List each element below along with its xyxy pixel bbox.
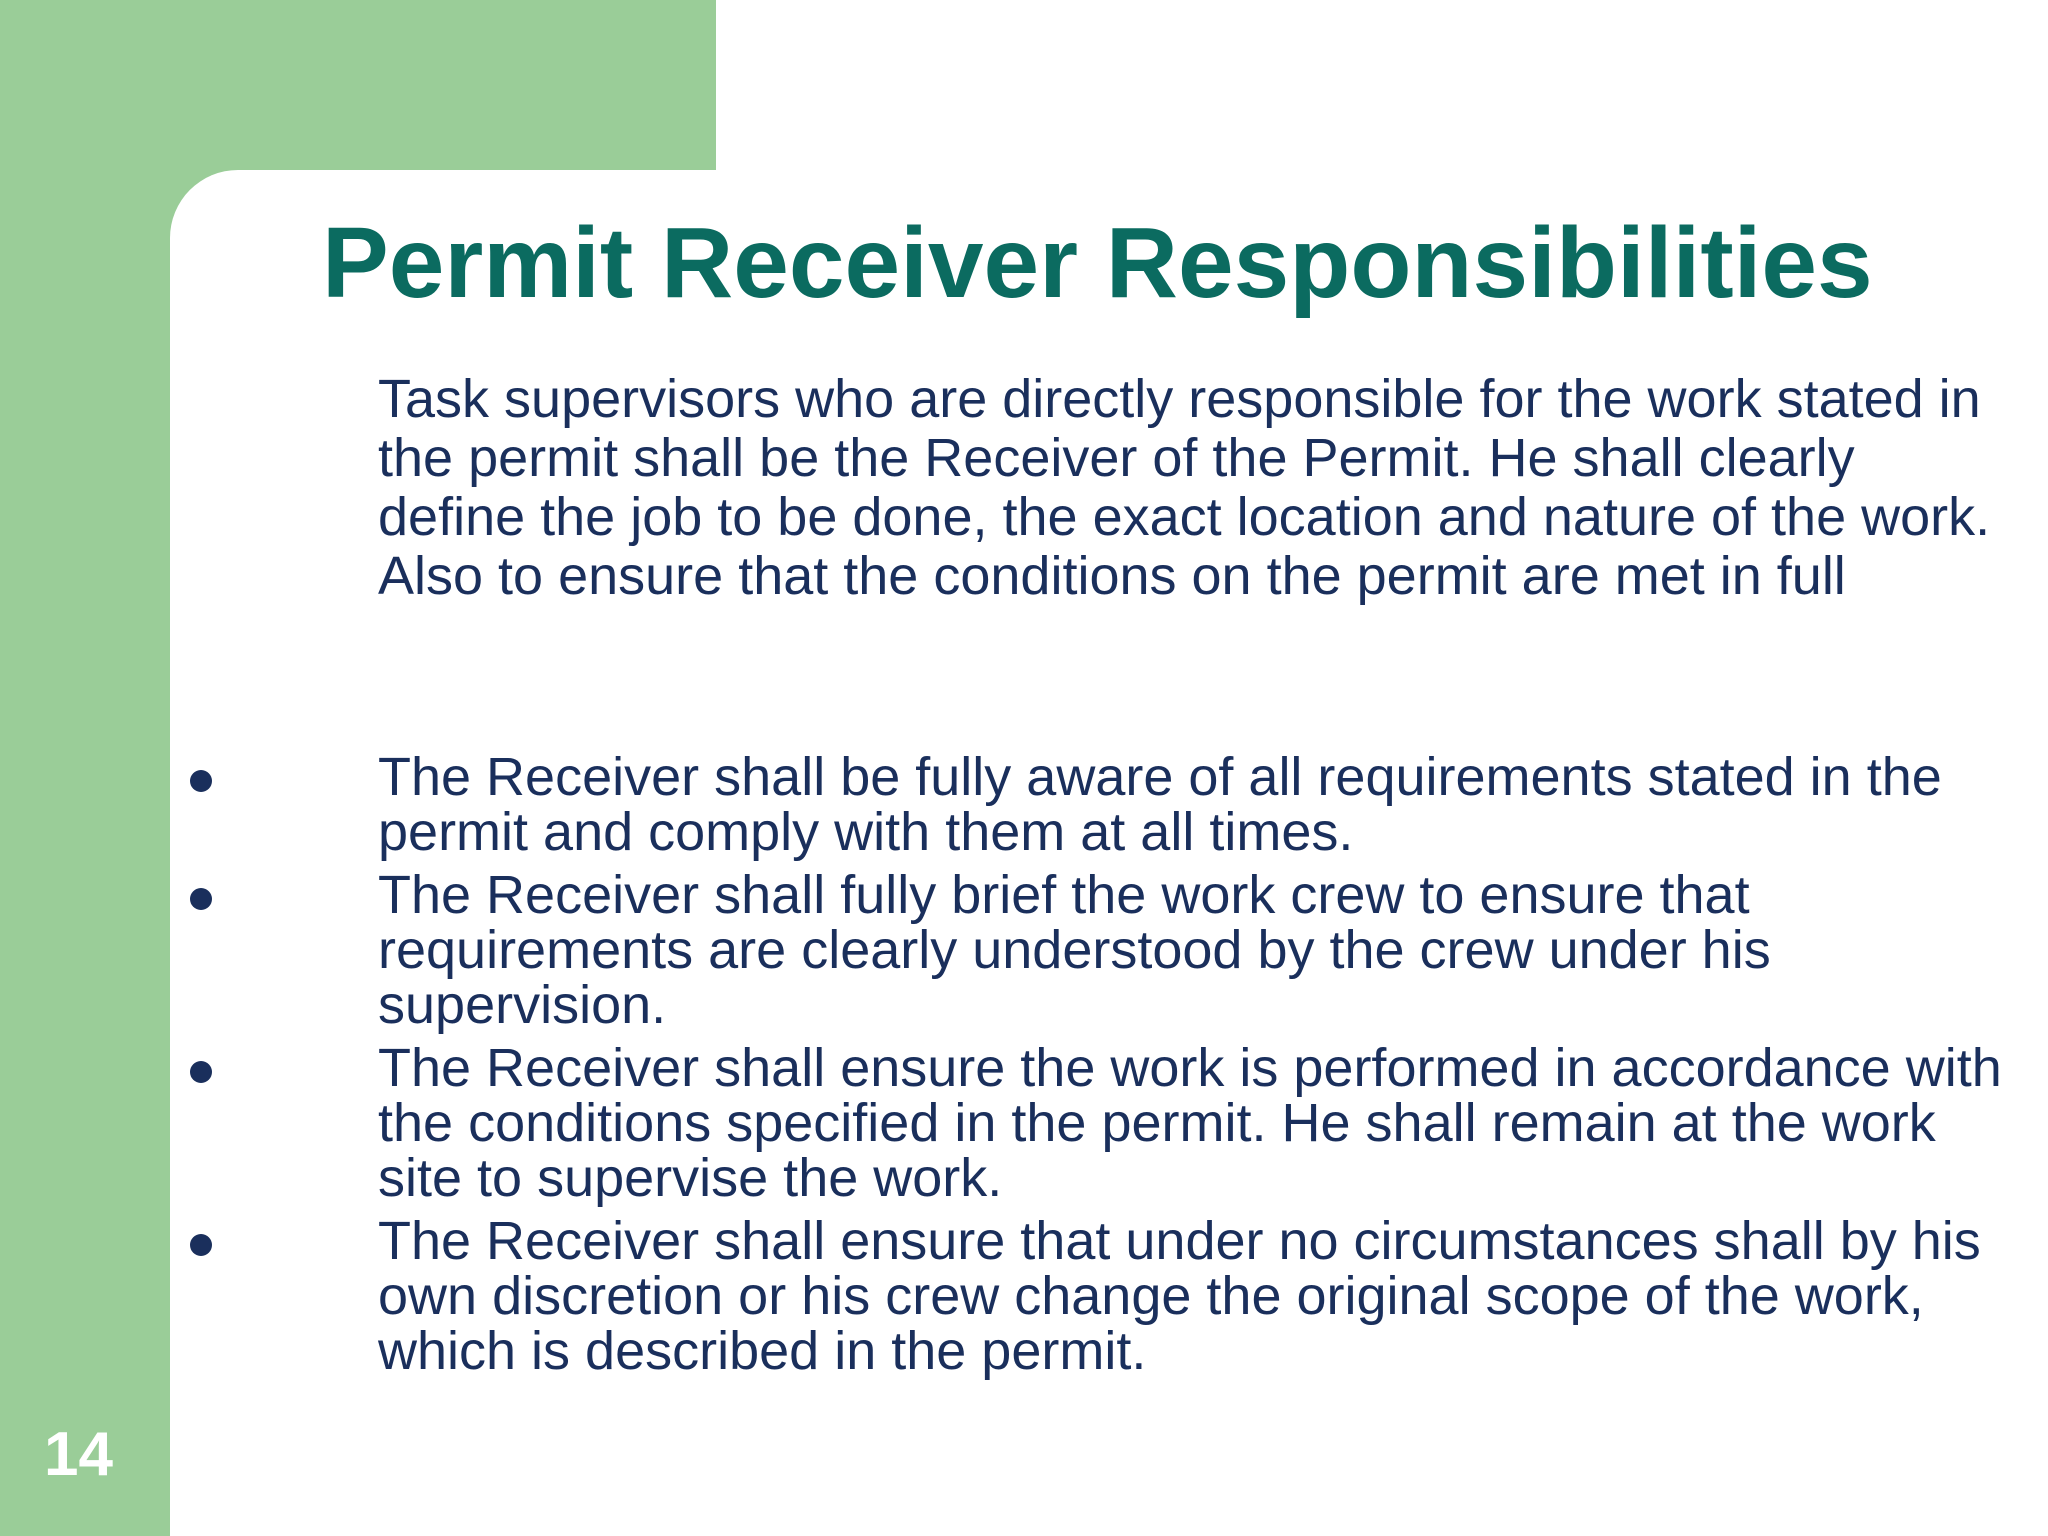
slide-background-top bbox=[716, 0, 2048, 180]
bullet-dot-icon bbox=[190, 1061, 212, 1083]
bullet-text: The Receiver shall fully brief the work crew to ensure that requirements are clearly understood by the crew under his supervision. bbox=[378, 865, 1771, 1035]
bullet-dot-icon bbox=[190, 1234, 212, 1256]
bullet-item bbox=[0, 1038, 2018, 1208]
bullet-list bbox=[0, 747, 2048, 1387]
bullet-text: The Receiver shall ensure that under no circumstances shall by his own discretion or his crew change the original scope of the work, which is described in the permit. bbox=[378, 1211, 1981, 1381]
bullet-item bbox=[0, 1211, 2018, 1381]
bullet-dot-icon bbox=[190, 770, 212, 792]
intro-paragraph: Task supervisors who are directly responsible for the work stated in the permit shall be the Receiver of the Permit. He shall clearly define the job to be done, the exact location and nature of the work. Also to ensure that the conditions on the permit are met in full bbox=[378, 369, 1991, 606]
slide-title: Permit Receiver Responsibilities bbox=[322, 207, 1873, 319]
bullet-text: The Receiver shall be fully aware of all requirements stated in the permit and comply with them at all times. bbox=[378, 747, 1942, 862]
bullet-dot-icon bbox=[190, 888, 212, 910]
bullet-item bbox=[0, 747, 2018, 862]
bullet-item bbox=[0, 865, 2018, 1035]
bullet-text: The Receiver shall ensure the work is performed in accordance with the conditions specified in the permit. He shall remain at the work site to supervise the work. bbox=[378, 1038, 2002, 1208]
slide-number: 14 bbox=[44, 1420, 113, 1489]
